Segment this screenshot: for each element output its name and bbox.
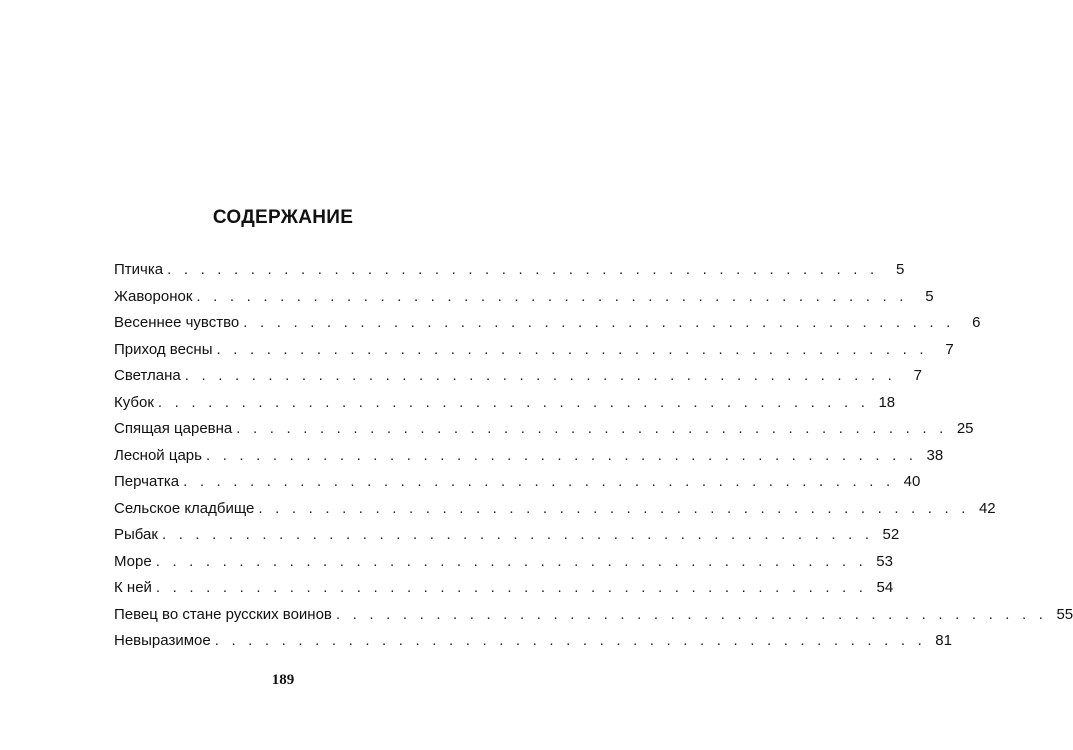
- toc-entry-page: 6: [972, 314, 981, 331]
- dot-leader: . . . . . . . . . . . . . . . . . . . . . . . . . . . . . . . . . . . . . . . . . . .: [214, 632, 926, 649]
- page-title: СОДЕРЖАНИЕ: [212, 207, 354, 228]
- toc-entry: [114, 446, 944, 473]
- toc-entry: [114, 499, 996, 526]
- toc-entry: [114, 287, 934, 314]
- toc-entry-title: Кубок: [114, 393, 154, 411]
- toc-entry-page: 42: [978, 499, 996, 517]
- toc-entry-title: Весеннее чувство: [114, 314, 240, 331]
- toc-entry: [114, 260, 905, 287]
- toc-entry-page: 5: [925, 287, 934, 305]
- toc-entry: [114, 313, 981, 340]
- toc-entry: [114, 340, 954, 367]
- toc-entry-title: Лесной царь: [114, 446, 202, 464]
- toc-entry-page: 7: [913, 367, 922, 384]
- toc-entry-page: 5: [896, 261, 905, 278]
- toc-entry-title: Приход весны: [114, 340, 213, 358]
- toc-entry-page: 25: [956, 420, 974, 437]
- toc-entry-page: 40: [903, 473, 921, 490]
- toc-entry-title: К ней: [114, 579, 152, 596]
- toc-entry-title: Сельское кладбище: [114, 499, 255, 517]
- toc-entry: [114, 393, 896, 420]
- toc-entry-page: 55: [1056, 605, 1073, 623]
- dot-leader: . . . . . . . . . . . . . . . . . . . . . . . . . . . . . . . . . . . . . . . . . . .: [183, 473, 895, 490]
- toc-entry-page: 54: [876, 579, 894, 596]
- toc-entry: [114, 419, 974, 446]
- toc-entry-title: Птичка: [114, 261, 164, 278]
- toc-entry-page: 7: [945, 340, 954, 358]
- dot-leader: . . . . . . . . . . . . . . . . . . . . . . . . . . . . . . . . . . . . . . . . . . .: [335, 605, 1048, 623]
- toc-entry: [114, 631, 952, 658]
- toc-entry-title: Светлана: [114, 367, 181, 384]
- toc-entry-title: Жаворонок: [114, 287, 193, 305]
- dot-leader: . . . . . . . . . . . . . . . . . . . . . . . . . . . . . . . . . . . . . . . . . . .: [184, 367, 896, 384]
- toc-entry: [114, 552, 893, 579]
- dot-leader: . . . . . . . . . . . . . . . . . . . . . . . . . . . . . . . . . . . . . . . . . . .: [243, 314, 955, 331]
- toc-entry-title: Невыразимое: [114, 632, 211, 649]
- dot-leader: . . . . . . . . . . . . . . . . . . . . . . . . . . . . . . . . . . . . . . . . . . .: [161, 526, 874, 543]
- dot-leader: . . . . . . . . . . . . . . . . . . . . . . . . . . . . . . . . . . . . . . . . . . .: [157, 393, 870, 411]
- dot-leader: . . . . . . . . . . . . . . . . . . . . . . . . . . . . . . . . . . . . . . . . . . .: [216, 340, 928, 358]
- toc-entry: [114, 472, 921, 499]
- table-of-contents: [114, 260, 1073, 658]
- toc-entry-title: Рыбак: [114, 526, 158, 543]
- toc-entry-page: 53: [876, 552, 893, 570]
- toc-entry-title: Певец во стане русских воинов: [114, 605, 332, 623]
- toc-entry-page: 18: [878, 393, 896, 411]
- dot-leader: . . . . . . . . . . . . . . . . . . . . . . . . . . . . . . . . . . . . . . . . . . .: [155, 552, 867, 570]
- dot-leader: . . . . . . . . . . . . . . . . . . . . . . . . . . . . . . . . . . . . . . . . . . .: [167, 261, 879, 278]
- toc-entry-title: Спящая царевна: [114, 420, 233, 437]
- toc-entry-page: 81: [935, 632, 952, 649]
- toc-entry: [114, 366, 922, 393]
- toc-entry-title: Перчатка: [114, 473, 180, 490]
- toc-entry: [114, 605, 1073, 632]
- dot-leader: . . . . . . . . . . . . . . . . . . . . . . . . . . . . . . . . . . . . . . . . . . .: [155, 579, 868, 596]
- page-number: 189: [271, 672, 295, 688]
- dot-leader: . . . . . . . . . . . . . . . . . . . . . . . . . . . . . . . . . . . . . . . . . . .: [258, 499, 970, 517]
- toc-entry-page: 38: [926, 446, 944, 464]
- dot-leader: . . . . . . . . . . . . . . . . . . . . . . . . . . . . . . . . . . . . . . . . . . .: [196, 287, 908, 305]
- dot-leader: . . . . . . . . . . . . . . . . . . . . . . . . . . . . . . . . . . . . . . . . . . .: [205, 446, 918, 464]
- toc-entry-page: 52: [882, 526, 900, 543]
- dot-leader: . . . . . . . . . . . . . . . . . . . . . . . . . . . . . . . . . . . . . . . . . . .: [236, 420, 948, 437]
- toc-entry-title: Море: [114, 552, 152, 570]
- toc-entry: [114, 525, 900, 552]
- toc-entry: [114, 578, 894, 605]
